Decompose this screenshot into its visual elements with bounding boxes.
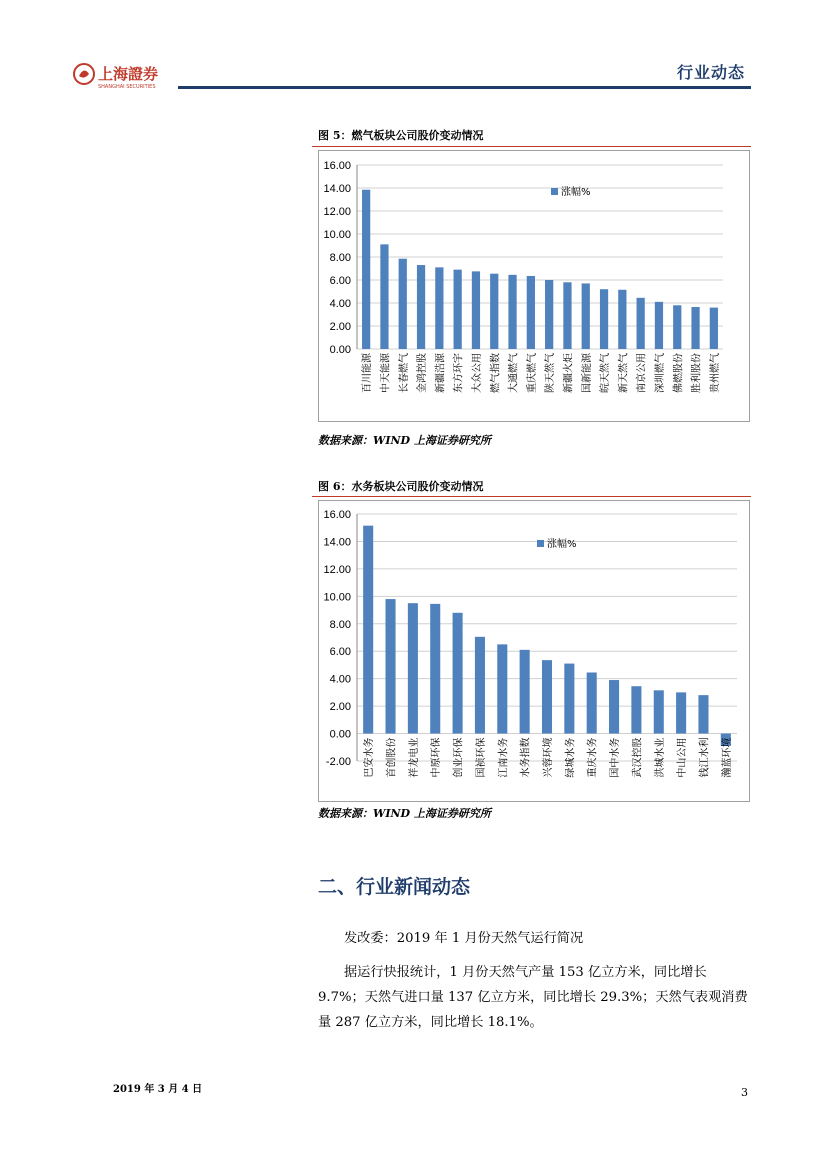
bar-佛燃股份 bbox=[673, 305, 681, 349]
category-label: 胜利股份 bbox=[691, 353, 703, 393]
y-tick-label: 2.00 bbox=[329, 701, 351, 714]
category-label: 长春燃气 bbox=[398, 353, 410, 393]
category-label: 金鸿控股 bbox=[417, 353, 429, 393]
bar-巴安水务 bbox=[363, 526, 373, 734]
bar-燃气指数 bbox=[490, 274, 498, 349]
legend-swatch bbox=[537, 540, 544, 547]
footer-date: 2019 年 3 月 4 日 bbox=[113, 1084, 203, 1095]
y-tick-label: 16.00 bbox=[323, 509, 351, 521]
figure-6-rule bbox=[312, 496, 751, 497]
bar-东方环宇 bbox=[454, 270, 462, 349]
bar-百川能源 bbox=[362, 190, 370, 349]
bar-武汉控股 bbox=[631, 686, 641, 733]
category-label: 新天然气 bbox=[618, 353, 630, 393]
figure-6-source: 数据来源：WIND 上海证券研究所 bbox=[318, 807, 491, 820]
y-tick-label: 10.00 bbox=[323, 229, 351, 241]
category-label: 武汉控股 bbox=[632, 737, 644, 778]
figure-5-title: 图 5：燃气板块公司股价变动情况 bbox=[318, 129, 484, 142]
section-title: 二、行业新闻动态 bbox=[318, 876, 471, 898]
figure-6-title: 图 6：水务板块公司股价变动情况 bbox=[318, 480, 484, 493]
category-label: 祥龙电业 bbox=[408, 737, 420, 778]
y-tick-label: 4.00 bbox=[329, 298, 351, 310]
category-label: 贵州燃气 bbox=[709, 353, 721, 393]
category-label: 巴安水务 bbox=[364, 737, 376, 778]
bar-新疆浩源 bbox=[435, 267, 443, 349]
bar-新天然气 bbox=[618, 290, 626, 349]
category-label: 中山公用 bbox=[677, 737, 689, 778]
category-label: 江南水务 bbox=[498, 737, 510, 778]
y-tick-label: -2.00 bbox=[325, 756, 351, 768]
category-label: 东方环宇 bbox=[453, 353, 465, 393]
category-label: 中天能源 bbox=[380, 353, 392, 393]
bar-长春燃气 bbox=[399, 259, 407, 349]
company-logo bbox=[72, 62, 182, 90]
figure-5-source: 数据来源：WIND 上海证券研究所 bbox=[318, 434, 491, 447]
category-label: 瀚蓝环境 bbox=[721, 737, 733, 778]
header-title: 行业动态 bbox=[676, 63, 745, 82]
category-label: 南京公用 bbox=[636, 353, 648, 393]
y-tick-label: 12.00 bbox=[323, 563, 351, 576]
bar-兴蓉环境 bbox=[542, 660, 552, 733]
category-label: 重庆燃气 bbox=[526, 353, 538, 393]
category-label: 新疆浩源 bbox=[435, 353, 447, 393]
category-label: 国祯环保 bbox=[475, 737, 487, 778]
figure-6-chart bbox=[318, 500, 750, 802]
y-tick-label: 0.00 bbox=[329, 344, 351, 356]
y-tick-label: 0.00 bbox=[329, 728, 351, 741]
legend-label: 涨幅% bbox=[547, 539, 577, 550]
bar-国新能源 bbox=[582, 283, 590, 349]
category-label: 燃气指数 bbox=[490, 353, 502, 393]
gas-sector-chart bbox=[319, 151, 749, 421]
bar-重庆水务 bbox=[587, 672, 597, 733]
news-title: 发改委：2019 年 1 月份天然气运行简况 bbox=[344, 931, 584, 946]
bar-首创股份 bbox=[386, 599, 396, 733]
bar-水务指数 bbox=[520, 650, 530, 734]
y-tick-label: 12.00 bbox=[323, 206, 351, 218]
category-label: 佛燃股份 bbox=[673, 353, 685, 393]
bar-江南水务 bbox=[497, 644, 507, 733]
category-label: 水务指数 bbox=[520, 737, 532, 778]
category-label: 绿城水务 bbox=[565, 737, 577, 778]
bar-中天能源 bbox=[380, 244, 388, 349]
category-label: 大众公用 bbox=[471, 353, 483, 393]
bar-钱江水利 bbox=[698, 695, 708, 733]
y-tick-label: 4.00 bbox=[329, 673, 351, 686]
category-label: 陕天然气 bbox=[545, 353, 557, 393]
y-tick-label: 6.00 bbox=[329, 275, 351, 287]
bar-中原环保 bbox=[430, 604, 440, 734]
category-label: 钱江水利 bbox=[699, 737, 711, 778]
logo-graphic bbox=[72, 62, 182, 90]
bar-国祯环保 bbox=[475, 637, 485, 734]
category-label: 重庆水务 bbox=[587, 737, 599, 778]
y-tick-label: 14.00 bbox=[323, 536, 351, 549]
figure-5-rule bbox=[312, 146, 751, 147]
y-tick-label: 8.00 bbox=[329, 252, 351, 264]
bar-重庆燃气 bbox=[527, 276, 535, 349]
category-label: 新疆火炬 bbox=[563, 353, 575, 393]
category-label: 深圳燃气 bbox=[654, 353, 666, 393]
category-label: 皖天然气 bbox=[600, 353, 612, 393]
y-tick-label: 6.00 bbox=[329, 646, 351, 659]
category-label: 中原环保 bbox=[431, 737, 443, 778]
bar-创业环保 bbox=[453, 613, 463, 734]
bar-国中水务 bbox=[609, 680, 619, 734]
y-tick-label: 2.00 bbox=[329, 321, 351, 333]
bar-中山公用 bbox=[676, 692, 686, 733]
y-tick-label: 14.00 bbox=[323, 183, 351, 195]
bar-南京公用 bbox=[637, 298, 645, 349]
bar-洪城水业 bbox=[654, 690, 664, 733]
bar-贵州燃气 bbox=[710, 308, 718, 349]
bar-大众公用 bbox=[472, 271, 480, 349]
bar-陕天然气 bbox=[545, 280, 553, 349]
legend-label: 涨幅% bbox=[561, 187, 591, 198]
header-rule bbox=[178, 86, 751, 89]
legend-swatch bbox=[551, 188, 558, 195]
category-label: 兴蓉环境 bbox=[543, 737, 554, 778]
category-label: 洪城水业 bbox=[654, 737, 666, 778]
water-sector-chart bbox=[319, 501, 749, 801]
logo-text: 上海證券 bbox=[98, 65, 159, 83]
category-label: 国新能源 bbox=[581, 353, 593, 393]
y-tick-label: 10.00 bbox=[323, 591, 351, 604]
bar-祥龙电业 bbox=[408, 603, 418, 733]
bar-大通燃气 bbox=[508, 275, 516, 349]
bar-皖天然气 bbox=[600, 289, 608, 349]
news-body: 据运行快报统计，1 月份天然气产量 153 亿立方米，同比增长 9.7%；天然气进口量 137 亿立方米，同比增长 29.3%；天然气表观消费量 287 亿立方米，同比增长 18.1%。 bbox=[318, 965, 748, 1030]
category-label: 百川能源 bbox=[362, 353, 374, 393]
logo-subtext: SHANGHAI SECURITIES bbox=[98, 84, 156, 90]
category-label: 创业环保 bbox=[453, 737, 465, 778]
page-number: 3 bbox=[741, 1086, 748, 1099]
category-label: 国中水务 bbox=[610, 737, 622, 778]
bar-深圳燃气 bbox=[655, 302, 663, 349]
category-label: 大通燃气 bbox=[508, 353, 520, 393]
bar-绿城水务 bbox=[564, 664, 574, 734]
category-label: 首创股份 bbox=[386, 737, 398, 778]
y-tick-label: 16.00 bbox=[323, 160, 351, 172]
y-tick-label: 8.00 bbox=[329, 618, 351, 631]
bar-胜利股份 bbox=[691, 307, 699, 349]
figure-5-chart bbox=[318, 150, 750, 422]
bar-金鸿控股 bbox=[417, 265, 425, 349]
bar-新疆火炬 bbox=[563, 282, 571, 349]
